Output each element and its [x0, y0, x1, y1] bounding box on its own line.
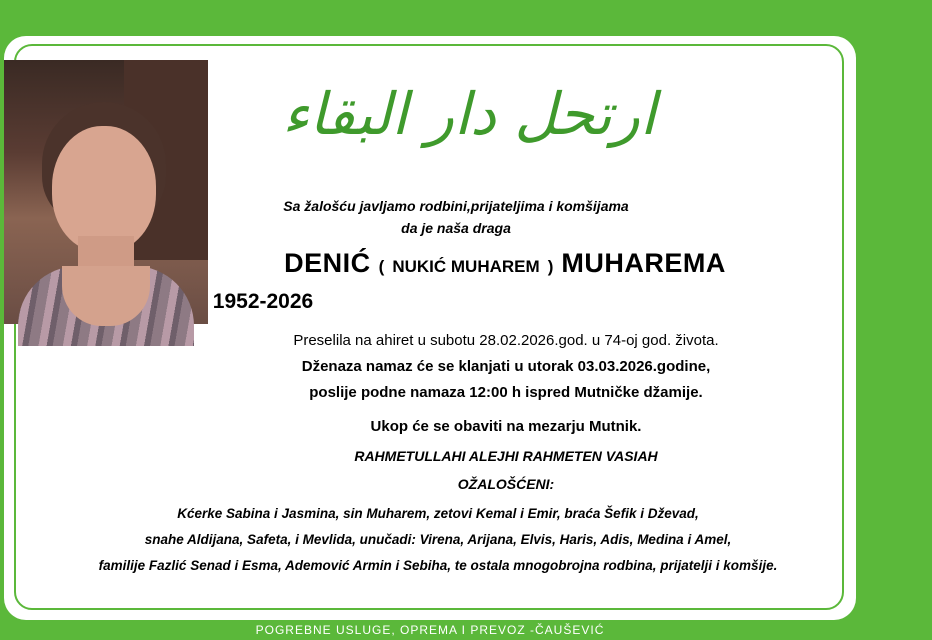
mourners-line-3: familije Fazlić Senad i Esma, Ademović Armin i Sebiha, te ostala mnogobrojna rodbina, prijatelji i komšije. — [98, 558, 778, 573]
mourners-heading: OŽALOŠĆENI: — [457, 476, 555, 492]
nickname-close-paren: ) — [547, 257, 554, 276]
passed-away-text: Preselila na ahiret u subotu 28.02.2026.god. u 74-oj god. života. — [293, 332, 719, 349]
funeral-prayer-text: Dženaza namaz će se klanjati u utorak 03.03.2026.godine, — [301, 358, 711, 375]
portrait-photo — [4, 60, 208, 324]
funeral-service-footer: POGREBNE USLUGE, OPREMA I PREVOZ -ČAUŠEVIĆ — [255, 623, 605, 637]
funeral-prayer-time: poslije podne namaza 12:00 h ispred Mutničke džamije. — [309, 384, 703, 401]
deceased-surname: DENIĆ — [284, 248, 371, 278]
burial-text: Ukop će se obaviti na mezarju Mutnik. — [370, 418, 642, 435]
life-years: 1952-2026 — [212, 290, 314, 313]
deceased-nickname: NUKIĆ MUHAREM — [392, 257, 540, 276]
mourners-line-1: Kćerke Sabina i Jasmina, sin Muharem, zetovi Kemal i Emir, braća Šefik i Dževad, — [177, 506, 699, 521]
arabic-calligraphy — [281, 68, 657, 158]
deceased-given-name: MUHAREMA — [561, 248, 726, 278]
intro-line-1: Sa žalošću javljamo rodbini,prijateljima i komšijama — [283, 198, 629, 214]
obituary-card — [4, 36, 856, 620]
nickname-open-paren: ( — [378, 257, 385, 276]
mourners-line-2: snahe Aldijana, Safeta, i Mevlida, unučadi: Virena, Arijana, Elvis, Haris, Adis, Medina i Amel, — [144, 532, 732, 547]
intro-line-2: da je naša draga — [401, 220, 511, 236]
arabic-calligraphy-text: ارتحل دار البقاء — [281, 80, 657, 148]
blessing-text: RAHMETULLAHI ALEJHI RAHMETEN VASIAH — [354, 448, 658, 464]
deceased-name — [154, 248, 856, 279]
